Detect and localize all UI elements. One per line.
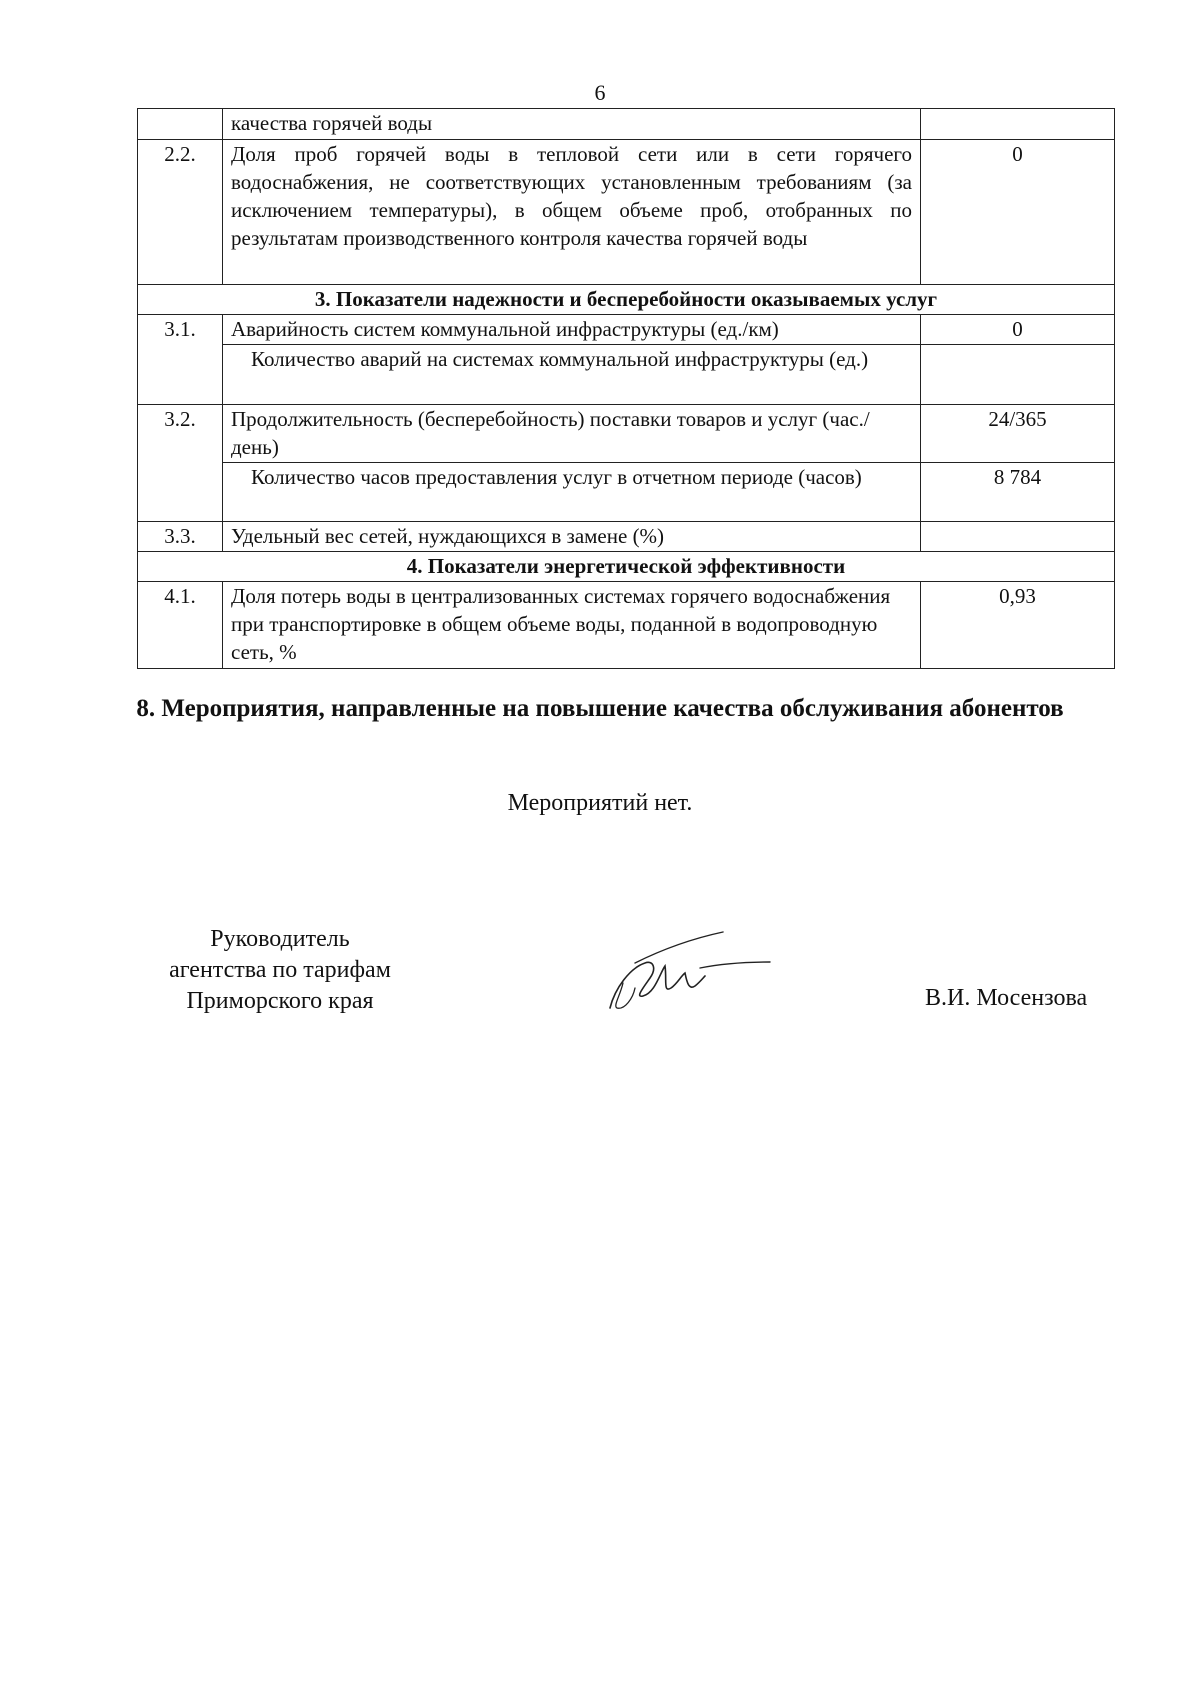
section-heading: 4. Показатели энергетической эффективности	[138, 552, 1115, 582]
row-number: 3.3.	[138, 522, 223, 552]
table-row	[138, 463, 1115, 522]
indicator-description: качества горячей воды	[223, 109, 921, 140]
row-number-cell	[138, 109, 223, 140]
indicator-value	[921, 522, 1115, 552]
page-number: 6	[594, 80, 606, 105]
table-row	[138, 140, 1115, 285]
indicator-description: Продолжительность (бесперебойность) поставки товаров и услуг (час./день)	[223, 405, 921, 463]
handwritten-signature	[605, 928, 775, 1018]
table-row	[138, 582, 1115, 669]
signer-position	[130, 924, 430, 1017]
indicator-sub-description: Количество аварий на системах коммунальной инфраструктуры (ед.)	[223, 345, 921, 405]
indicator-value	[921, 345, 1115, 405]
table-section-row	[138, 285, 1115, 315]
indicator-sub-description: Количество часов предоставления услуг в отчетном периоде (часов)	[223, 463, 921, 522]
measures-text: Мероприятий нет.	[507, 790, 693, 816]
indicator-description: Доля потерь воды в централизованных системах горячего водоснабжения при транспортировке в общем объеме воды, поданной в водопроводную сеть, %	[223, 582, 921, 669]
table-row	[138, 345, 1115, 405]
signer-position-line: Руководитель	[210, 926, 350, 952]
indicator-value: 8 784	[921, 463, 1115, 522]
indicator-description: Аварийность систем коммунальной инфраструктуры (ед./км)	[223, 315, 921, 345]
row-number: 2.2.	[138, 140, 223, 285]
row-number: 3.1.	[138, 315, 223, 405]
table-row	[138, 109, 1115, 140]
indicator-value: 0	[921, 140, 1115, 285]
indicator-description: Доля проб горячей воды в тепловой сети или в сети горячего водоснабжения, не соответствующих установленным требованиям (за исключением температуры), в общем объеме проб, отобранных по результатам производственного контроля качества горячей воды	[223, 140, 921, 285]
indicators-table	[137, 108, 1115, 669]
table-section-row	[138, 552, 1115, 582]
indicator-value: 0	[921, 315, 1115, 345]
table-row	[138, 405, 1115, 463]
table-row	[138, 522, 1115, 552]
indicator-value	[921, 109, 1115, 140]
indicator-value: 24/365	[921, 405, 1115, 463]
row-number: 4.1.	[138, 582, 223, 669]
indicator-value: 0,93	[921, 582, 1115, 669]
signer-position-line: Приморского края	[186, 988, 374, 1014]
indicator-description: Удельный вес сетей, нуждающихся в замене (%)	[223, 522, 921, 552]
table-row	[138, 315, 1115, 345]
signer-position-line: агентства по тарифам	[169, 957, 391, 983]
measures-heading: 8. Мероприятия, направленные на повышение качества обслуживания абонентов	[136, 695, 1064, 722]
section-heading: 3. Показатели надежности и бесперебойности оказываемых услуг	[138, 285, 1115, 315]
row-number: 3.2.	[138, 405, 223, 522]
signer-name: В.И. Мосензова	[925, 985, 1088, 1011]
